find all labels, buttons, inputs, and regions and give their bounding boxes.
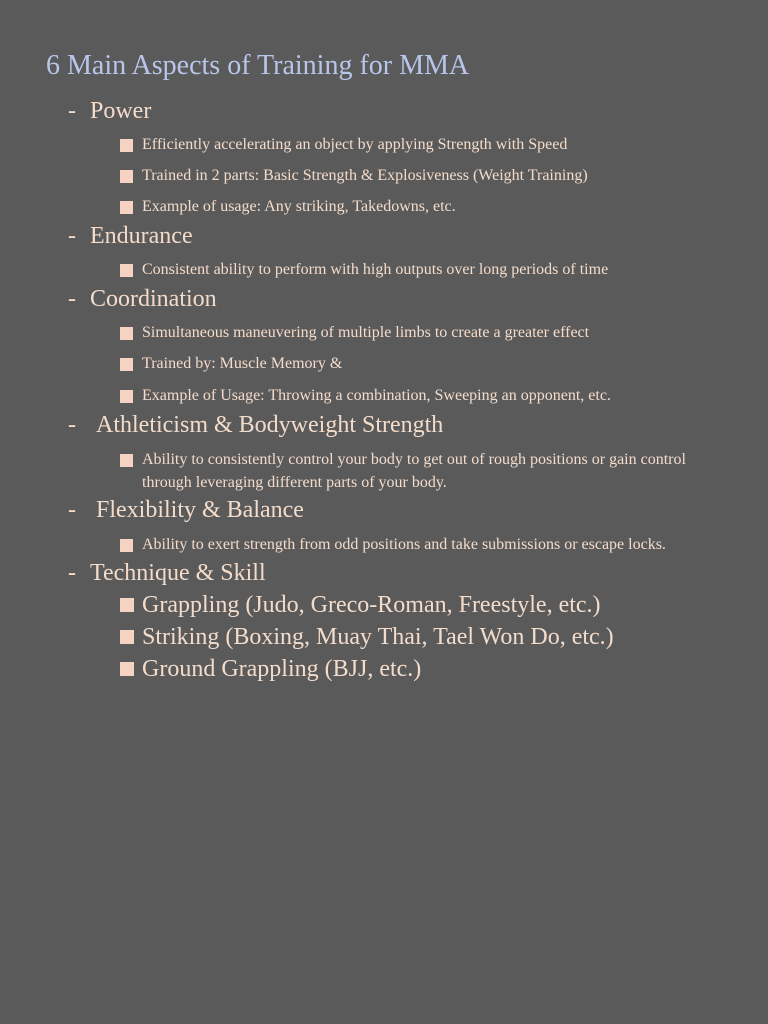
bullet-text: Ability to consistently control your body to get out of rough positions or gain control through leveraging different parts of your body. (142, 451, 686, 491)
section-heading-label: Power (90, 98, 152, 124)
bullet-item (120, 590, 710, 620)
bullet-item (120, 258, 710, 281)
bullet-text: Ground Grappling (BJJ, etc.) (142, 656, 422, 682)
bullet-item (120, 352, 710, 375)
section-heading-athleticism: - Athleticism & Bodyweight Strength (68, 412, 444, 438)
bullet-text: Trained in 2 parts: Basic Strength & Explosiveness (Weight Training) (142, 167, 588, 184)
page-title: 6 Main Aspects of Training for MMA (46, 50, 470, 81)
square-bullet-icon (120, 454, 133, 467)
bullet-text: Striking (Boxing, Muay Thai, Tael Won Do, etc.) (142, 624, 614, 650)
section-heading-label: Flexibility & Balance (96, 497, 304, 523)
bullet-item (120, 164, 710, 187)
square-bullet-icon (120, 139, 133, 152)
section-heading-technique: - Technique & Skill (68, 560, 266, 586)
section-heading-label: Coordination (90, 286, 217, 312)
bullet-text: Grappling (Judo, Greco-Roman, Freestyle, etc.) (142, 592, 601, 618)
square-bullet-icon (120, 390, 133, 403)
square-bullet-icon (120, 598, 134, 612)
bullet-text: Ability to exert strength from odd positions and take submissions or escape locks. (142, 536, 666, 553)
square-bullet-icon (120, 539, 133, 552)
bullet-item (120, 622, 710, 652)
section-heading-label: Endurance (90, 223, 193, 249)
bullet-text: Consistent ability to perform with high outputs over long periods of time (142, 261, 609, 278)
bullet-item (120, 533, 740, 556)
bullet-text: Trained by: Muscle Memory & (142, 355, 343, 372)
bullet-item (120, 448, 710, 494)
square-bullet-icon (120, 327, 133, 340)
bullet-item (120, 654, 710, 684)
bullet-item (120, 321, 710, 344)
bullet-text: Simultaneous maneuvering of multiple limbs to create a greater effect (142, 324, 590, 341)
bullet-item (120, 195, 710, 218)
section-heading-endurance: - Endurance (68, 223, 193, 249)
section-heading-label: Athleticism & Bodyweight Strength (96, 412, 444, 438)
square-bullet-icon (120, 264, 133, 277)
section-heading-label: Technique & Skill (90, 560, 266, 586)
bullet-text: Efficiently accelerating an object by applying Strength with Speed (142, 136, 568, 153)
section-heading-coordination: - Coordination (68, 286, 217, 312)
bullet-text: Example of usage: Any striking, Takedowns, etc. (142, 198, 456, 215)
square-bullet-icon (120, 201, 133, 214)
square-bullet-icon (120, 630, 134, 644)
bullet-item (120, 384, 710, 407)
section-heading-flexibility: - Flexibility & Balance (68, 497, 304, 523)
square-bullet-icon (120, 662, 134, 676)
bullet-text: Example of Usage: Throwing a combination, Sweeping an opponent, etc. (142, 387, 611, 404)
square-bullet-icon (120, 358, 133, 371)
square-bullet-icon (120, 170, 133, 183)
section-heading-power: - Power (68, 98, 152, 124)
bullet-item (120, 133, 710, 156)
